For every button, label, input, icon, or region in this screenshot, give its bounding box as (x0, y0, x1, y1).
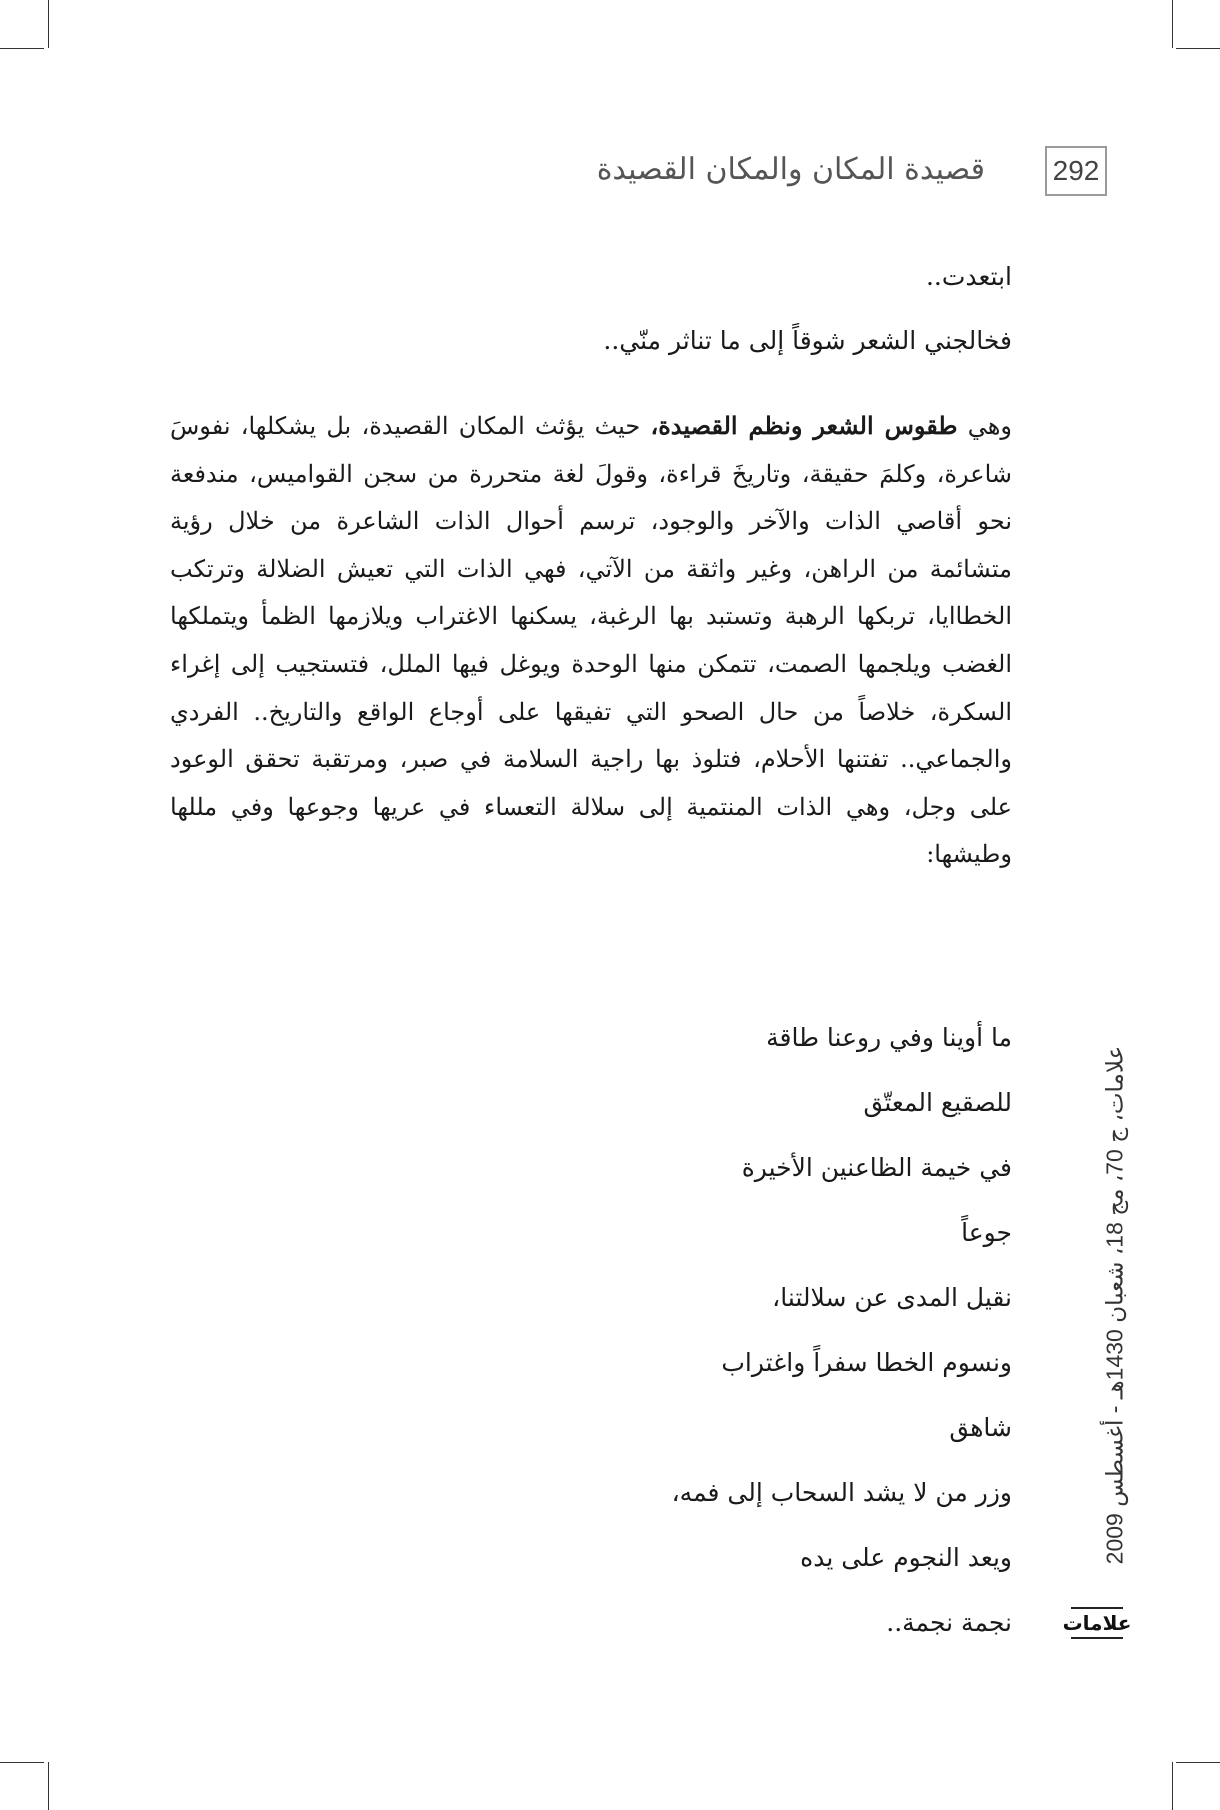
crop-mark-bottom-right-h (1176, 1762, 1220, 1763)
poem-line: ويعد النجوم على يده (800, 1543, 1012, 1572)
poem-line: نقيل المدى عن سلالتنا، (772, 1283, 1012, 1312)
poem-line: للصقيع المعتّق (863, 1088, 1012, 1117)
poem-line: نجمة نجمة.. (886, 1608, 1012, 1637)
opening-verse-line: ابتعدت.. (925, 262, 1012, 291)
paragraph-bold-phrase: طقوس الشعر ونظم القصيدة، (650, 411, 958, 440)
paragraph-lead: وهي (957, 412, 1012, 440)
poem-line: وزر من لا يشد السحاب إلى فمه، (671, 1478, 1012, 1507)
journal-logo (1062, 1598, 1132, 1648)
crop-mark-bottom-right-v (1172, 1762, 1173, 1810)
journal-issue-text: علامات، ج 70، مج 18، شعبان 1430هـ - أغسطس 2009 (1101, 1045, 1128, 1565)
logo-rule-bottom (1071, 1637, 1123, 1639)
poem-line: ونسوم الخطا سفراً واغتراب (721, 1348, 1012, 1377)
crop-mark-top-right-h (1176, 48, 1220, 49)
poem-line: في خيمة الظاعنين الأخيرة (741, 1153, 1012, 1182)
journal-issue-info (1085, 1020, 1145, 1590)
crop-mark-bottom-left-v (48, 1762, 49, 1810)
opening-verse-line: فخالجني الشعر شوقاً إلى ما تناثر منّي.. (603, 326, 1012, 355)
poem-line: شاهق (949, 1413, 1012, 1442)
body-paragraph (170, 402, 1012, 879)
page-number: 292 (1045, 146, 1107, 196)
logo-rule-top (1071, 1607, 1123, 1609)
crop-mark-top-left-v (48, 0, 49, 48)
logo-text: علامات (1062, 1611, 1132, 1635)
poem-line: جوعاً (961, 1218, 1012, 1247)
paragraph-body: حيث يؤثث المكان القصيدة، بل يشكلها، نفوسَ شاعرة، وكلمَ حقيقة، وتاريخَ قراءة، وقولَ لغة متحررة من سجن القواميس، مندفعة نحو أقاصي الذات والآخر والوجود، ترسم أحوال الذات الشاعرة من خلال رؤية متشائمة من الراهن، وغير واثقة من الآتي، فهي الذات التي تعيش الضلالة وترتكب الخطاايا، تربكها الرهبة وتستبد بها الرغبة، يسكنها الاغتراب ويلازمها الظمأ ويتملكها الغضب ويلجمها الصمت، تتمكن منها الوحدة ويوغل فيها الملل، فتستجيب إلى إغراء السكرة، خلاصاً من حال الصحو التي تفيقها على أوجاع الواقع والتاريخ.. الفردي والجماعي.. تفتنها الأحلام، فتلوذ بها راجية السلامة في صبر، ومرتقبة تحقق الوعود على وجل، وهي الذات المنتمية إلى سلالة التعساء في عريها وجوعها وفي مللها وطيشها: (170, 412, 1012, 869)
poem-line: ما أوينا وفي روعنا طاقة (766, 1023, 1012, 1052)
crop-mark-bottom-left-h (0, 1762, 44, 1763)
running-title: قصيدة المكان والمكان القصيدة (596, 152, 985, 187)
crop-mark-top-right-v (1172, 0, 1173, 48)
crop-mark-top-left-h (0, 48, 44, 49)
